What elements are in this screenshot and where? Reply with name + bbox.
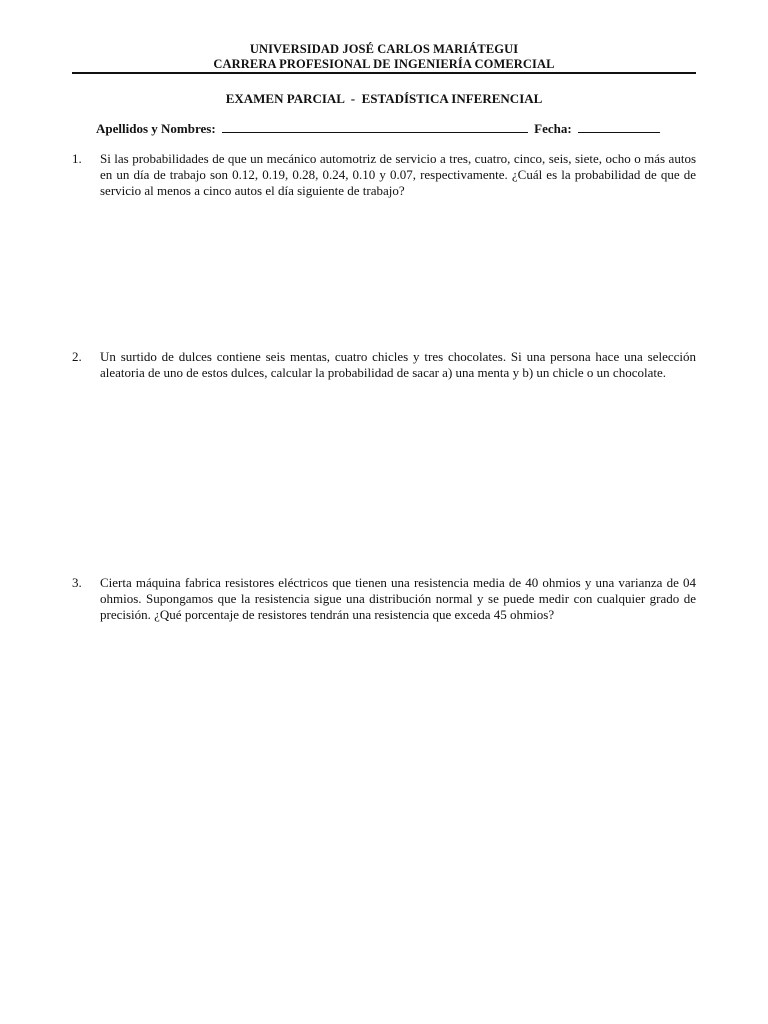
header-divider xyxy=(72,72,696,74)
question-number: 3. xyxy=(72,575,82,590)
university-name: UNIVERSIDAD JOSÉ CARLOS MARIÁTEGUI xyxy=(249,42,519,56)
date-label: Fecha: xyxy=(534,121,572,136)
student-info-line xyxy=(96,121,663,137)
question-1 xyxy=(72,151,696,199)
question-3 xyxy=(72,575,696,623)
exam-title: EXAMEN PARCIAL - ESTADÍSTICA INFERENCIAL xyxy=(225,91,543,106)
document-header xyxy=(72,42,696,72)
question-text: Si las probabilidades de que un mecánico automotriz de servicio a tres, cuatro, cinco, seis, siete, ocho o más autos en un día de trabajo son 0.12, 0.19, 0.28, 0.24, 0.10 y 0.07, respectivamente. ¿Cuál es la probabilidad de que de servicio al menos a cinco autos el día siguiente de trabajo? xyxy=(100,151,696,198)
question-text: Cierta máquina fabrica resistores eléctricos que tienen una resistencia media de 40 ohmios y una varianza de 04 ohmios. Supongamos que la resistencia sigue una distribución normal y se puede medir con cualquier grado de precisión. ¿Qué porcentaje de resistores tendrán una resistencia que exceda 45 ohmios? xyxy=(100,575,696,622)
question-number: 2. xyxy=(72,349,82,364)
career-name: CARRERA PROFESIONAL DE INGENIERÍA COMERCIAL xyxy=(213,57,555,71)
name-label: Apellidos y Nombres: xyxy=(96,121,216,136)
date-blank xyxy=(578,121,660,133)
question-number: 1. xyxy=(72,151,82,166)
question-text: Un surtido de dulces contiene seis mentas, cuatro chicles y tres chocolates. Si una persona hace una selección aleatoria de uno de estos dulces, calcular la probabilidad de sacar a) una menta y b) un chicle o un chocolate. xyxy=(100,349,696,380)
name-blank xyxy=(222,121,528,133)
question-2 xyxy=(72,349,696,381)
